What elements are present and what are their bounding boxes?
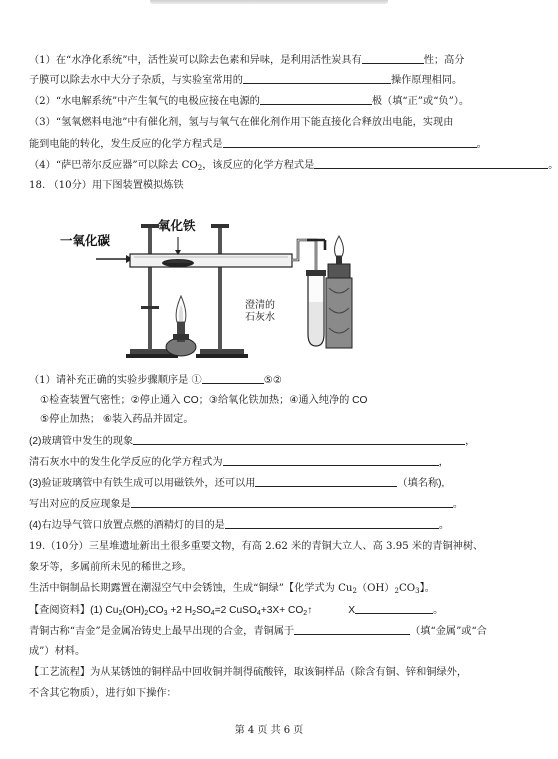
- answer-blank[interactable]: [223, 137, 477, 148]
- q17-part1-line2: 子膜可以除去水中大分子杂质，与实验室常用的 操作原理相同。: [29, 75, 463, 86]
- q19-bronze-line1: 青铜古称“吉金”是金属冶铸史上最早出现的合金，青铜属于 （填“金属”或“合: [29, 626, 487, 637]
- q19-intro-line1: 19.（10分）三星堆遗址新出土很多重要文物，有高 2.62 米的青铜大立人、高 3.95 米的青铜神树、: [29, 541, 484, 552]
- answer-blank[interactable]: [202, 373, 264, 384]
- q18-part3-line2: 写出对应的反应现象是 。: [29, 499, 464, 510]
- top-shadow-bar: [150, 0, 388, 4]
- q18-part3-line1: (3)验证玻璃管中有铁生成可以用磁铁外，还可以用 （填名称),: [29, 478, 445, 489]
- answer-blank[interactable]: [133, 434, 465, 445]
- q18-step-options-2: ⑤停止加热； ⑥装入药品并固定。: [40, 414, 194, 425]
- q18-part4: (4)右边导气管口放置点燃的酒精灯的目的是 。: [29, 520, 450, 531]
- answer-blank[interactable]: [355, 603, 433, 614]
- answer-blank[interactable]: [225, 518, 439, 529]
- q19-bronze-line2: 成”）材料。: [29, 646, 86, 657]
- answer-blank[interactable]: [243, 73, 391, 84]
- answer-blank[interactable]: [131, 497, 453, 508]
- q17-part2: （2）“水电解系统”中产生氧气的电极应接在电源的 极（填“正”或“负”）。: [29, 96, 470, 107]
- q19-copper-rust-line: 生活中铜制品长期露置在潮湿空气中会锈蚀，生成“铜绿”【化学式为 $Cu_2(OH)_2CO_3$】。: [29, 583, 435, 595]
- q18-step1: （1）请补充正确的实验步骤顺序是 ① ⑤②: [29, 375, 282, 386]
- answer-blank[interactable]: [314, 158, 548, 169]
- answer-blank[interactable]: [255, 476, 397, 487]
- q18-part2-line2: 清石灰水中的发生化学反应的化学方程式为 ，: [29, 457, 449, 468]
- q17-part3-line2: 能到电能的转化，发生反应的化学方程式是 。: [29, 139, 487, 150]
- page-footer: 第 4 页 共 6 页: [234, 725, 304, 736]
- answer-blank[interactable]: [362, 53, 424, 64]
- q19-intro-line2: 象牙等，多属前所未见的稀世之珍。: [29, 562, 192, 573]
- q17-part3-line1: （3）“氢氧燃料电池”中有催化剂，氢与与氧气在催化剂作用下能直接化合释放出电能，实现由: [29, 117, 454, 128]
- q18-part2-line1: (2)玻璃管中发生的现象 ，: [29, 436, 476, 447]
- q19-process-line2: 不含其它物质），进行如下操作：: [29, 688, 177, 699]
- q18-title: 18. （10分）用下图装置模拟炼铁: [29, 180, 184, 191]
- answer-blank[interactable]: [260, 94, 372, 105]
- answer-blank[interactable]: [223, 455, 439, 466]
- q18-step-options-1: ①检查装置气密性；②停止通入 CO；③给氧化铁加热；④通入纯净的 CO: [40, 395, 368, 406]
- iron-smelting-apparatus-figure: [60, 204, 360, 360]
- iron-oxide-label: 氧化铁: [158, 218, 196, 233]
- limewater-label: 澄清的 石灰水: [245, 300, 275, 323]
- q19-reference-equation: 【查阅资料】(1) $Cu_2(OH)_2CO_3 +2$ $H_2SO_4=2$ CuSO$_4$+3X+ $CO_2↑$ X 。: [29, 605, 444, 617]
- q17-part1-line1: （1）在“水净化系统”中，活性炭可以除去色素和异味，是利用活性炭具有 性；高分: [29, 55, 465, 66]
- apparatus-drawing: [60, 204, 360, 360]
- q17-part4: （4）“萨巴蒂尔反应器”可以除去 $CO_2$，该反应的化学方程式是 。: [29, 160, 558, 172]
- answer-blank[interactable]: [294, 624, 410, 635]
- carbon-monoxide-label: 一氧化碳: [60, 233, 111, 248]
- q19-process-line1: 【工艺流程】为从某锈蚀的铜样品中回收铜并制得硫酸锌，取该铜样品（除含有铜、锌和铜绿外，: [29, 667, 468, 678]
